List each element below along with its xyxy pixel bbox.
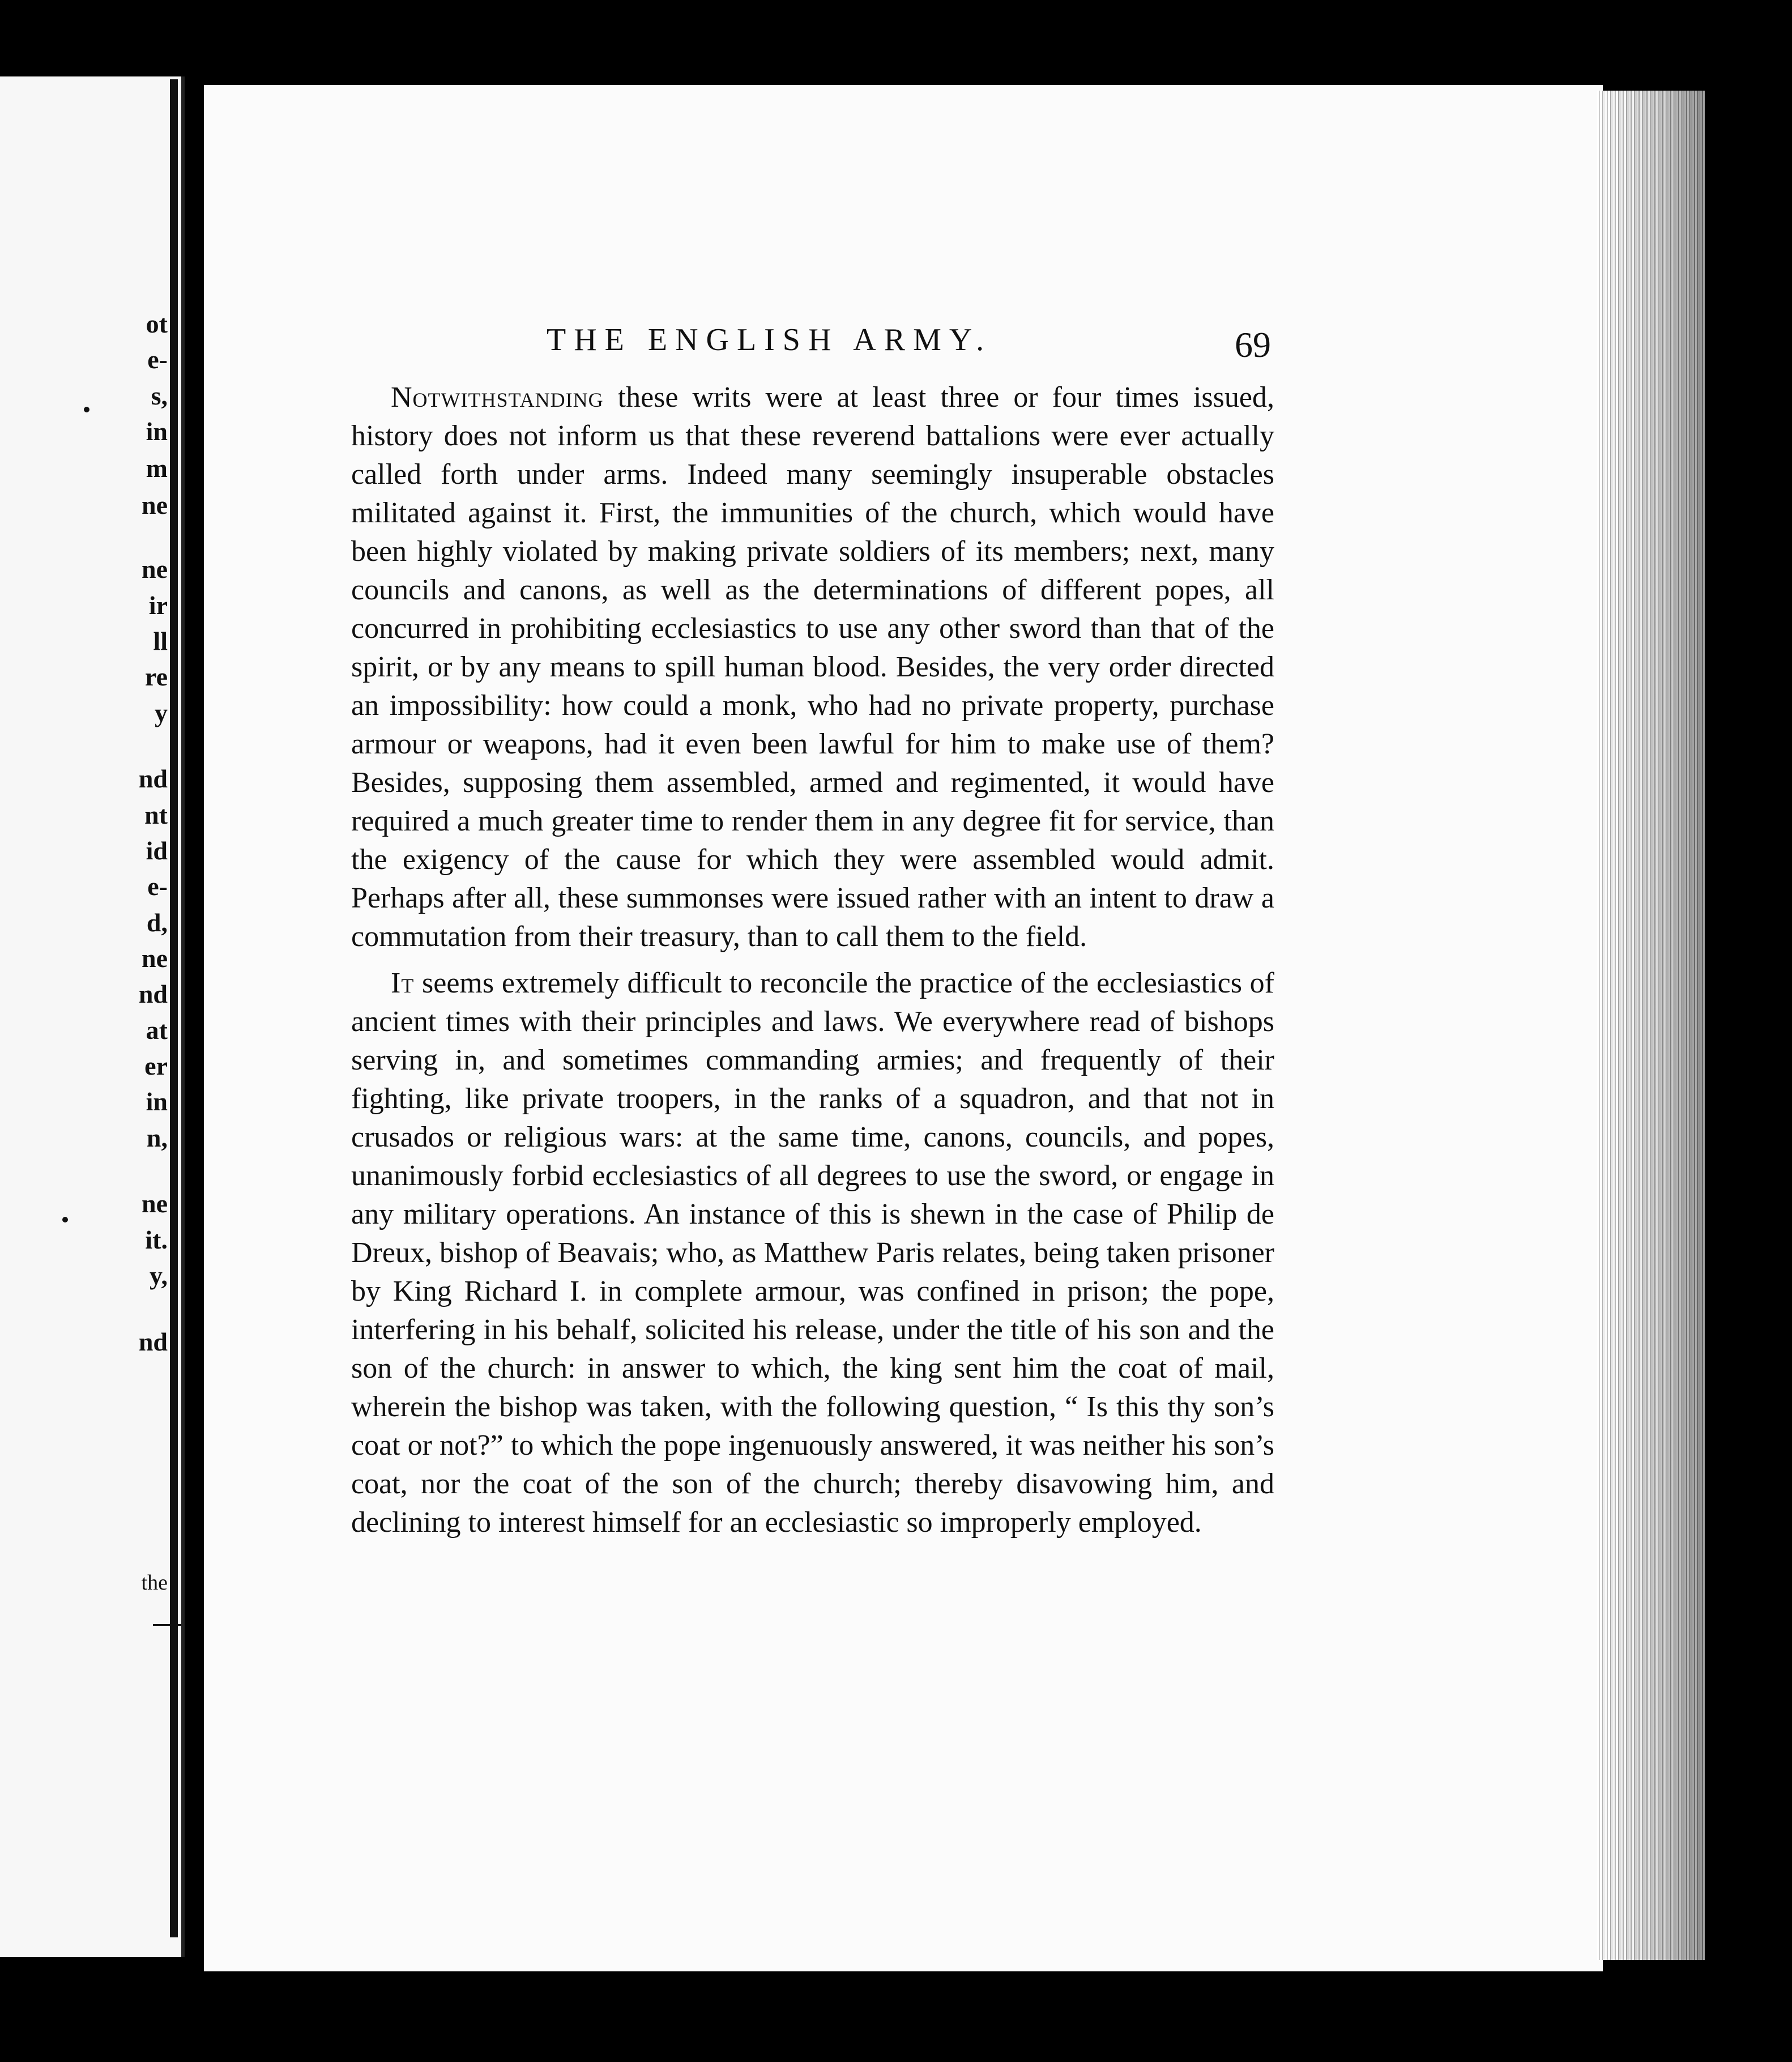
facing-page-fragment: in — [146, 417, 168, 446]
facing-page-fragment: e- — [147, 872, 168, 901]
facing-page-fragment: e- — [147, 345, 168, 374]
facing-page-fragment: at — [146, 1016, 168, 1045]
paragraph-lead: Notwithstanding — [391, 381, 604, 414]
facing-page-fragment: s, — [151, 381, 168, 410]
paragraph — [351, 964, 1274, 1542]
facing-page-fragment: ll — [153, 627, 168, 655]
paragraph-text: these writs were at least three or four times issued, history does not inform us that these reverend battalions were ever actually called forth under arms. Indeed many seemingly insuperable obstacles militated against it. First, the immunities of the church, which would have been highly violated by making private soldiers of its members; next, many councils and canons, as well as the determinations of different popes, all concurred in prohibiting ecclesiastics to use any other sword than that of the spirit, or by any means to spill human blood. Besides, the very order directed an impossibility: how could a monk, who had no private property, purchase armour or weapons, had it even been lawful for him to make use of them? Besides, supposing them assembled, armed and regimented, it would have required a much greater time to render them in any degree fit for service, than the exigency of the cause for which they were assembled would admit. Perhaps after all, these summonses were issued rather with an intent to draw a commutation from their treasury, than to call them to the field. — [351, 381, 1274, 953]
paragraph-text: seems extremely difficult to reconcile the practice of the ecclesiastics of ancient times with their principles and laws. We everywhere read of bishops serving in, and sometimes commanding armies; and frequently of their fighting, like private troopers, in the ranks of a squadron, and that not in crusados or religious wars: at the same time, canons, councils, and popes, unanimously forbid ecclesiastics of all degrees to use the sword, or engage in any military operations. An instance of this is shewn in the case of Philip de Dreux, bishop of Beavais; who, as Matthew Paris relates, being taken prisoner by King Richard I. in complete armour, was confined in prison; the pope, interfering in his behalf, solicited his release, under the title of his son and the son of the church: in answer to which, the king sent him the coat of mail, wherein the bishop was taken, with the following question, “ Is this thy son’s coat or not?” to which the pope ingenuously answered, it was neither his son’s coat, nor the coat of the son of the church; thereby disavowing him, and declining to interest himself for an ecclesiastic so improperly employed. — [351, 967, 1274, 1539]
margin-speck — [84, 407, 89, 412]
facing-page-fragment: er — [144, 1051, 168, 1080]
page-block-edge — [1597, 91, 1705, 1960]
facing-page-fragment: it. — [145, 1225, 168, 1254]
facing-page-text-fragments — [0, 76, 181, 1957]
facing-page-fragment: d, — [146, 908, 168, 937]
facing-page-fragment: ne — [142, 944, 168, 973]
facing-page — [0, 76, 185, 1957]
paragraph — [351, 378, 1274, 956]
facing-page-fragment: re — [144, 662, 168, 691]
facing-page-fragment: y — [155, 698, 168, 727]
facing-page-fragment: n, — [146, 1123, 168, 1152]
paragraph-lead: It — [391, 967, 415, 999]
margin-speck — [62, 1217, 68, 1222]
facing-page-fragment: nd — [138, 979, 168, 1008]
facing-page-fragment: ne — [142, 1189, 168, 1218]
facing-page-fragment: nd — [138, 1327, 168, 1356]
facing-page-fragment: y, — [150, 1261, 168, 1290]
book-spine — [170, 79, 178, 1937]
facing-page-fragment: nt — [144, 800, 168, 829]
page-number: 69 — [1235, 325, 1271, 365]
body-text — [351, 378, 1274, 1550]
facing-page-fragment: id — [146, 836, 168, 865]
facing-page-fragment: in — [146, 1087, 168, 1116]
facing-page-fragment: nd — [138, 764, 168, 793]
facing-page-fragment: ne — [142, 491, 168, 519]
facing-page-fragment: ne — [142, 555, 168, 583]
facing-page-fragment: ot — [146, 309, 168, 338]
facing-page-fragment: the — [141, 1571, 168, 1595]
running-title: THE ENGLISH ARMY. — [547, 322, 992, 357]
facing-page-fragment: ir — [148, 591, 168, 620]
facing-page-fragment: m — [146, 454, 168, 483]
